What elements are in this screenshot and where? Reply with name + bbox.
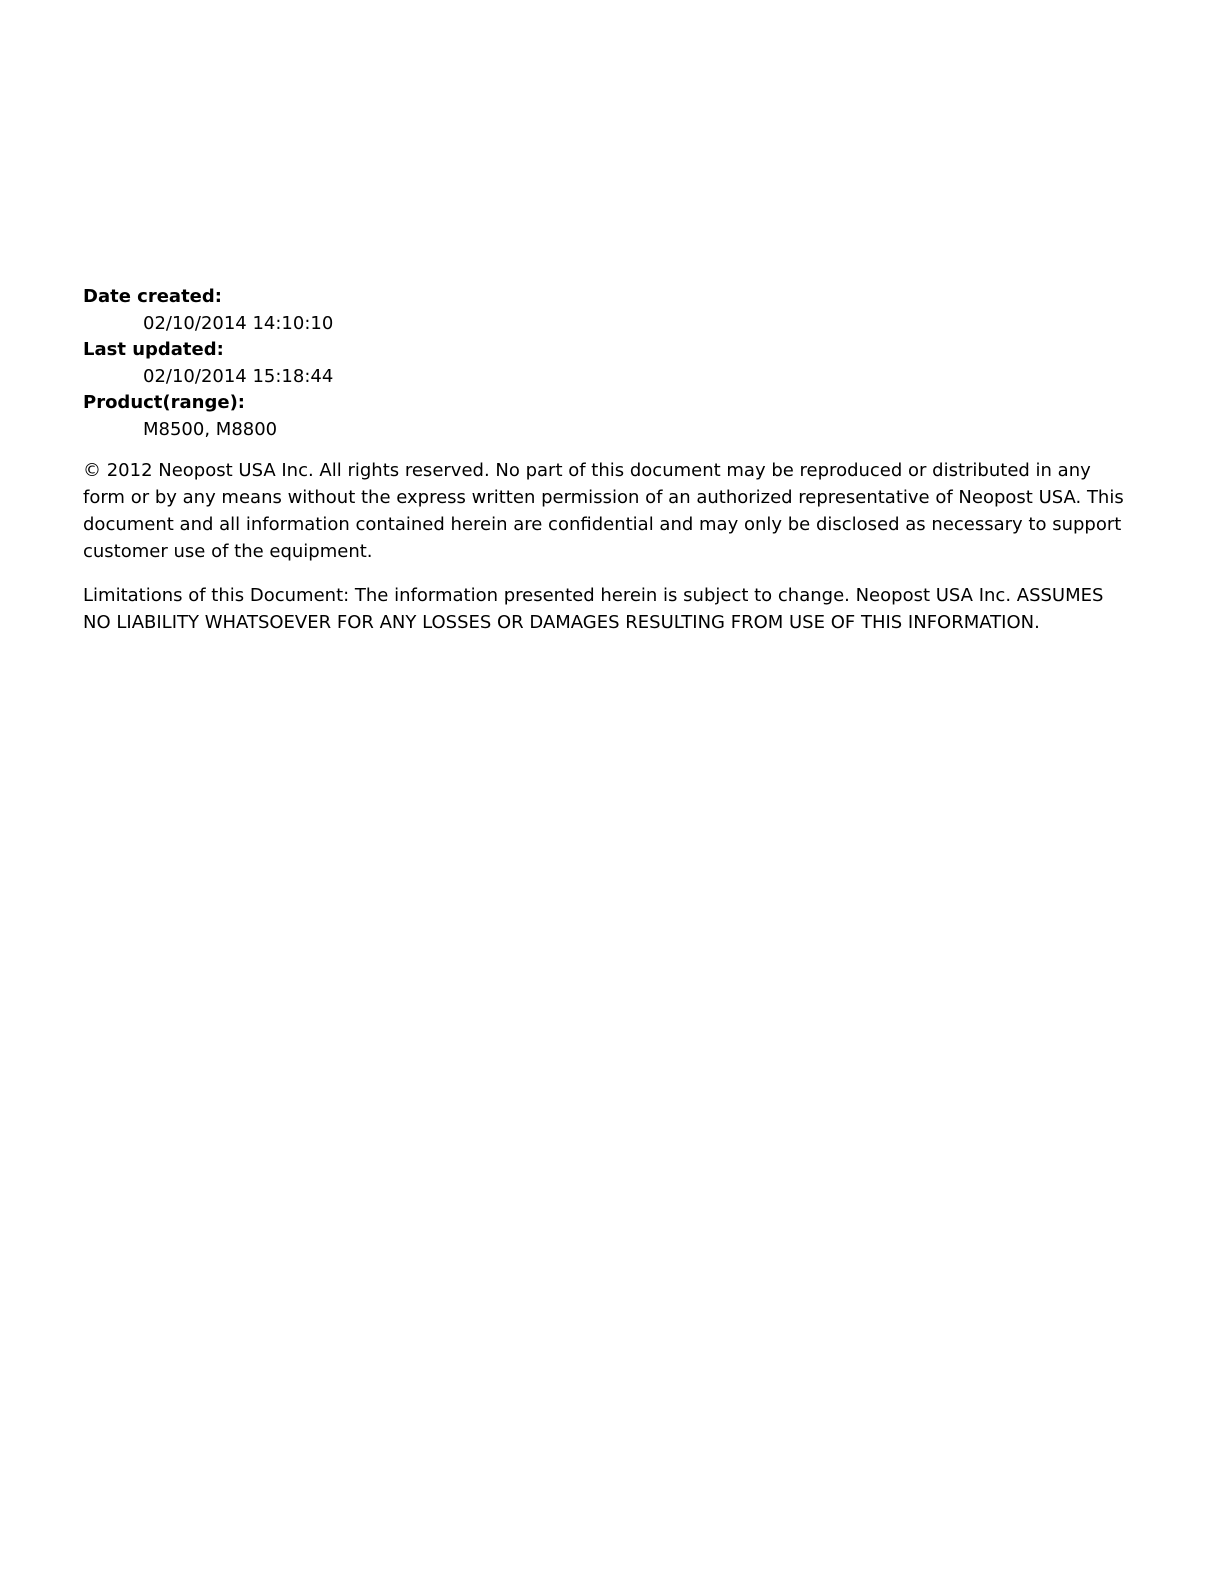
last-updated-value: 02/10/2014 15:18:44 bbox=[143, 366, 334, 387]
last-updated-label: Last updated: bbox=[83, 339, 224, 360]
limitations-notice: Limitations of this Document: The information presented herein is subject to change. Neopost USA Inc. ASSUMES NO LIABILITY WHATSOEVER FOR ANY LOSSES OR DAMAGES RESULTING FROM USE OF THIS INFORMATION. bbox=[83, 585, 1104, 633]
date-created-value: 02/10/2014 14:10:10 bbox=[143, 313, 334, 334]
product-range-label: Product(range): bbox=[83, 392, 245, 413]
document-body bbox=[83, 284, 1143, 636]
metadata-section bbox=[83, 284, 1143, 443]
product-range-value: M8500, M8800 bbox=[143, 419, 278, 440]
copyright-notice: © 2012 Neopost USA Inc. All rights reserved. No part of this document may be reproduced or distributed in any form or by any means without the express written permission of an authorized representative of Neopost USA. This document and all information contained herein are confidential and may only be disclosed as necessary to support customer use of the equipment. bbox=[83, 460, 1124, 562]
date-created-label: Date created: bbox=[83, 286, 222, 307]
